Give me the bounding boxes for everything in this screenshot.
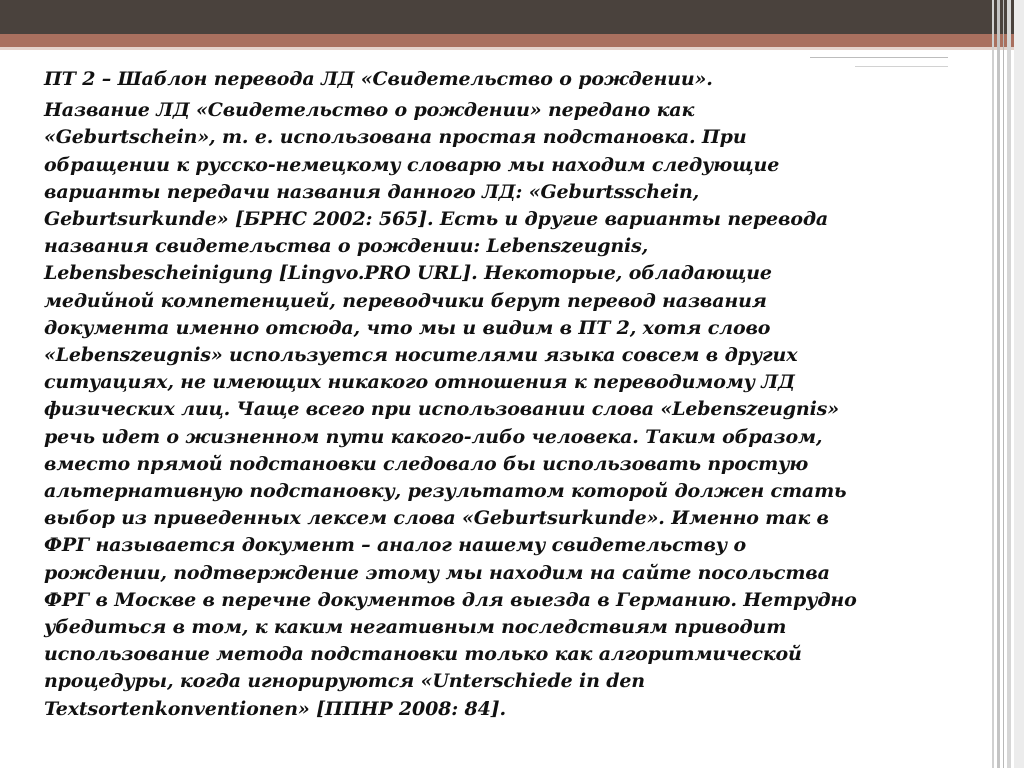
- slide-title: ПТ 2 – Шаблон перевода ЛД «Свидетельство о рождении».: [44, 68, 713, 90]
- edge-stripe: [1003, 0, 1004, 768]
- decorative-rule: [810, 57, 948, 58]
- body-line: Geburtsurkunde» [БРНС 2002: 565]. Есть и другие варианты перевода: [44, 208, 829, 231]
- edge-stripe: [992, 0, 994, 768]
- edge-stripe: [1007, 0, 1011, 768]
- body-line: альтернативную подстановку, результатом которой должен стать: [44, 480, 847, 503]
- body-line: «Lebenszeugnis» используется носителями языка совсем в других: [44, 344, 798, 367]
- body-line: документа именно отсюда, что мы и видим в ПТ 2, хотя слово: [44, 316, 771, 339]
- body-line: Название ЛД «Свидетельство о рождении» передано как: [44, 99, 695, 122]
- body-line: рождении, подтверждение этому мы находим на сайте посольства: [44, 561, 830, 584]
- body-line: медийной компетенцией, переводчики берут перевод названия: [44, 289, 767, 312]
- body-line: Textsortenkonventionen» [ППНР 2008: 84].: [44, 697, 506, 720]
- body-line: ФРГ называется документ – аналог нашему свидетельству о: [44, 534, 746, 557]
- header-accent-band: [0, 34, 1024, 47]
- body-line: речь идет о жизненном пути какого-либо человека. Таким образом,: [44, 425, 823, 448]
- header-accent-line: [0, 47, 1024, 50]
- body-line: ситуациях, не имеющих никакого отношения к переводимому ЛД: [44, 371, 795, 394]
- body-line: убедиться в том, к каким негативным последствиям приводит: [44, 616, 787, 639]
- body-line: вместо прямой подстановки следовало бы использовать простую: [44, 452, 809, 475]
- body-line: названия свидетельства о рождении: Lebenszeugnis,: [44, 235, 649, 258]
- edge-stripe: [1014, 0, 1024, 768]
- body-line: «Geburtschein», т. е. использована простая подстановка. При: [44, 126, 747, 149]
- header-dark-bar: [0, 0, 1024, 34]
- edge-stripe: [997, 0, 1000, 768]
- body-line: выбор из приведенных лексем слова «Geburtsurkunde». Именно так в: [44, 507, 829, 530]
- body-line: использование метода подстановки только как алгоритмической: [44, 643, 802, 666]
- body-line: варианты передачи названия данного ЛД: «Geburtsschein,: [44, 180, 700, 203]
- body-line: физических лиц. Чаще всего при использовании слова «Lebenszeugnis»: [44, 398, 839, 421]
- body-line: ФРГ в Москве в перечне документов для выезда в Германию. Нетрудно: [44, 588, 857, 611]
- body-line: Lebensbescheinigung [Lingvo.PRO URL]. Некоторые, обладающие: [44, 262, 772, 285]
- slide-body: [44, 97, 954, 723]
- body-line: процедуры, когда игнорируются «Unterschiede in den: [44, 670, 645, 693]
- slide-content: [44, 66, 954, 723]
- body-line: обращении к русско-немецкому словарю мы находим следующие: [44, 153, 780, 176]
